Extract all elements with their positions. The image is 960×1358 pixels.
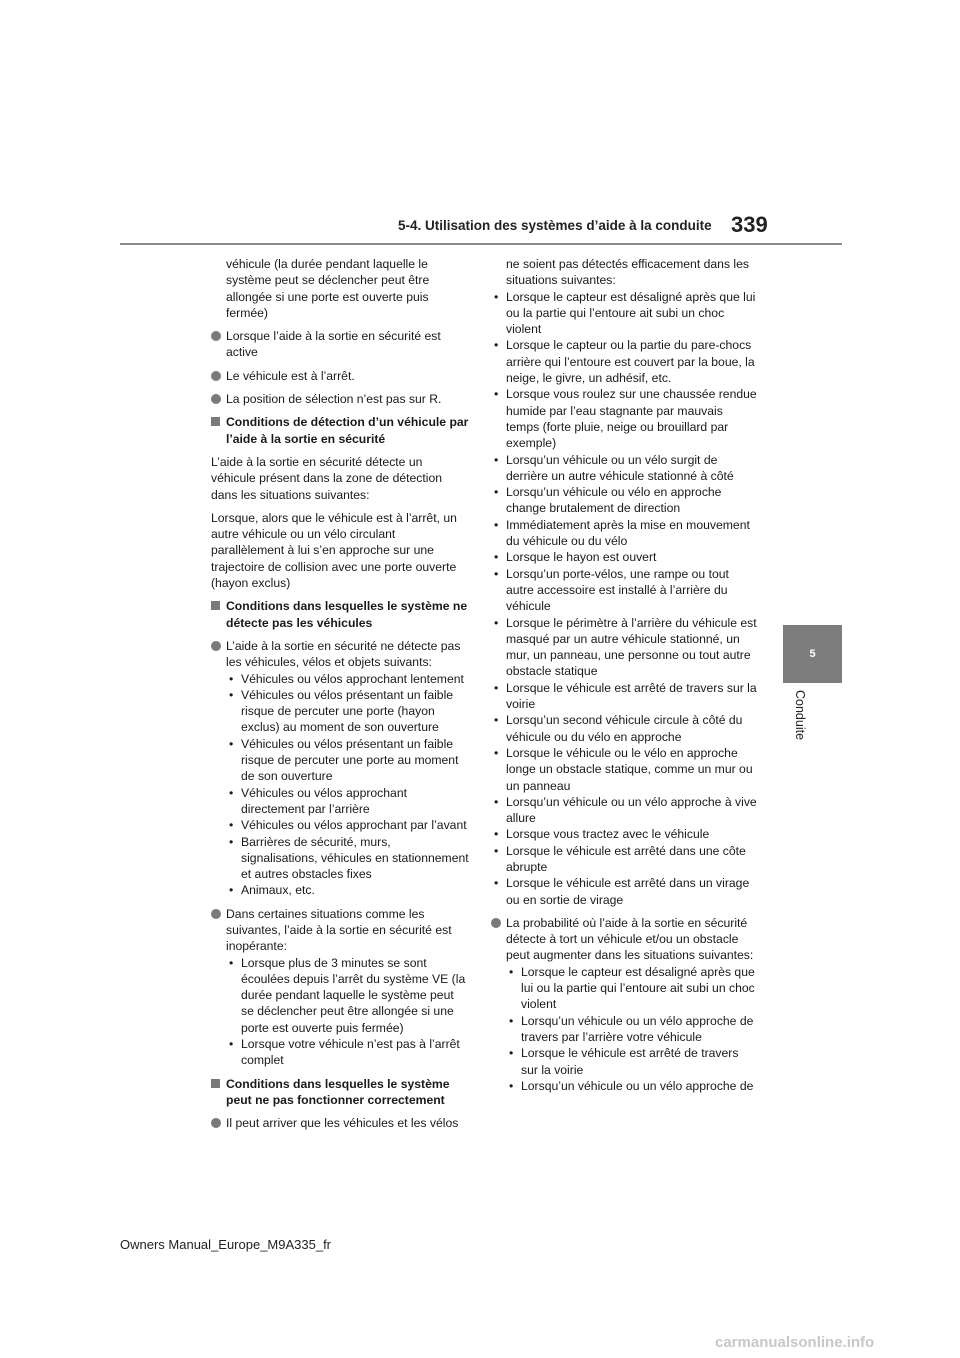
bullet-text: Il peut arriver que les véhicules et les vélos xyxy=(226,1116,459,1131)
chapter-label: Conduite xyxy=(793,690,807,741)
sub-list-item: • Lorsqu’un véhicule ou un vélo approche de xyxy=(506,1078,757,1094)
bullet-text: L’aide à la sortie en sécurité ne détecte pas les véhicules, vélos et objets suivants: xyxy=(226,638,461,670)
bullet-dot-icon xyxy=(211,1118,221,1128)
list-item xyxy=(211,1115,469,1131)
sub-list-item: • Lorsque vous roulez sur une chaussée rendue humide par l’eau stagnante par mauvais temps (forte pluie, neige ou brouillard par exemple) xyxy=(491,386,757,451)
sub-list xyxy=(506,964,757,1094)
watermark: carmanualsonline.info xyxy=(715,1334,875,1351)
list-item xyxy=(211,368,469,384)
list-item xyxy=(211,391,469,407)
bullet-dot-icon xyxy=(211,371,221,381)
sub-list-item: • Véhicules ou vélos approchant lentement xyxy=(226,671,469,687)
sub-list-item: • Lorsque le véhicule est arrêté de travers sur la voirie xyxy=(506,1045,757,1078)
section-heading xyxy=(211,1076,469,1109)
list-item xyxy=(211,906,469,1069)
paragraph: Lorsque, alors que le véhicule est à l’arrêt, un autre véhicule ou un vélo circulant parallèlement à lui s’en approche sur une trajectoire de collision avec une porte ouverte (hayon exclus) xyxy=(211,510,457,591)
sub-list-item: • Véhicules ou vélos présentant un faible risque de percuter une porte (hayon exclus) au moment de son ouverture xyxy=(226,687,469,736)
chapter-tab[interactable] xyxy=(783,625,842,683)
heading-text: Conditions de détection d’un véhicule par l’aide à la sortie en sécurité xyxy=(226,415,469,446)
sub-list-item: • Véhicules ou vélos approchant par l’avant xyxy=(226,817,469,833)
heading-text: Conditions dans lesquelles le système peut ne pas fonctionner correctement xyxy=(226,1076,450,1107)
sub-list-item: • Lorsque le hayon est ouvert xyxy=(491,549,757,565)
sub-list-item: • Lorsqu’un second véhicule circule à côté du véhicule ou du vélo en approche xyxy=(491,712,757,745)
list-item xyxy=(211,638,469,899)
sub-list-item: • Lorsque votre véhicule n’est pas à l’arrêt complet xyxy=(226,1036,469,1069)
section-heading xyxy=(211,414,469,447)
sub-list-item: • Lorsque vous tractez avec le véhicule xyxy=(491,826,757,842)
sub-list-item: • Lorsque le véhicule ou le vélo en approche longe un obstacle statique, comme un mur ou un panneau xyxy=(491,745,757,794)
sub-list-item: • Animaux, etc. xyxy=(226,882,469,898)
square-bullet-icon xyxy=(211,601,220,610)
sub-list xyxy=(226,671,469,899)
sub-list-item: • Lorsque plus de 3 minutes se sont écoulées depuis l’arrêt du système VE (la durée pendant laquelle le système peut se déclencher peut être allongée si une porte est ouverte puis fermée) xyxy=(226,955,469,1036)
bullet-text: Le véhicule est à l’arrêt. xyxy=(226,368,355,383)
chapter-number: 5 xyxy=(809,648,816,660)
bullet-dot-icon xyxy=(491,918,501,928)
heading-text: Conditions dans lesquelles le système ne détecte pas les véhicules xyxy=(226,599,468,630)
list-item xyxy=(491,915,757,1094)
sub-list-item: • Lorsque le capteur est désaligné après que lui ou la partie qui l’entoure ait subi un choc violent xyxy=(506,964,757,1013)
continuation-text: véhicule (la durée pendant laquelle le système peut se déclencher peut être allongée si une porte est ouverte puis fermée) xyxy=(226,257,430,320)
section-heading xyxy=(211,598,469,631)
sub-list-item: • Lorsque le périmètre à l’arrière du véhicule est masqué par un autre véhicule stationné, un mur, un panneau, une personne ou tout autre obstacle statique xyxy=(491,615,757,680)
sub-list-item: • Lorsqu’un véhicule ou vélo en approche change brutalement de direction xyxy=(491,484,757,517)
paragraph: L’aide à la sortie en sécurité détecte un véhicule présent dans la zone de détection dans les situations suivantes: xyxy=(211,454,443,502)
sub-list-item: • Lorsque le capteur est désaligné après que lui ou la partie qui l’entoure ait subi un choc violent xyxy=(491,289,757,338)
sub-list-item: • Lorsqu’un porte-vélos, une rampe ou tout autre accessoire est installé à l’arrière du véhicule xyxy=(491,566,757,615)
sub-list-item: • Lorsque le véhicule est arrêté dans un virage ou en sortie de virage xyxy=(491,875,757,908)
sub-list-item: • Lorsque le véhicule est arrêté de travers sur la voirie xyxy=(491,680,757,713)
sub-list xyxy=(491,289,757,908)
bullet-dot-icon xyxy=(211,909,221,919)
square-bullet-icon xyxy=(211,417,220,426)
square-bullet-icon xyxy=(211,1079,220,1088)
bullet-dot-icon xyxy=(211,641,221,651)
sub-list-item: • Véhicules ou vélos approchant directement par l’arrière xyxy=(226,785,469,818)
page-number: 339 xyxy=(731,212,768,237)
sub-list-item: • Lorsque le capteur ou la partie du pare-chocs arrière qui l’entoure est couvert par la boue, la neige, le givre, un adhésif, etc. xyxy=(491,337,757,386)
sub-list xyxy=(226,955,469,1069)
list-item xyxy=(211,328,469,361)
sub-list-item: • Barrières de sécurité, murs, signalisations, véhicules en stationnement et autres obstacles fixes xyxy=(226,834,469,883)
footer-text: Owners Manual_Europe_M9A335_fr xyxy=(120,1237,332,1252)
bullet-text: Lorsque l’aide à la sortie en sécurité est active xyxy=(226,329,441,360)
continuation-block xyxy=(491,256,757,908)
section-title: 5-4. Utilisation des systèmes d’aide à la conduite xyxy=(398,218,712,233)
bullet-text: La position de sélection n’est pas sur R. xyxy=(226,392,442,407)
bullet-dot-icon xyxy=(211,394,221,404)
bullet-text: Dans certaines situations comme les suivantes, l’aide à la sortie en sécurité est inopérante: xyxy=(226,906,452,954)
bullet-dot-icon xyxy=(211,331,221,341)
sub-list-item: • Lorsqu’un véhicule ou un vélo approche de travers par l’arrière votre véhicule xyxy=(506,1013,757,1046)
sub-list-item: • Lorsqu’un véhicule ou un vélo surgit de derrière un autre véhicule stationné à côté xyxy=(491,452,757,485)
left-column xyxy=(211,256,469,1139)
continuation-text: ne soient pas détectés efficacement dans les situations suivantes: xyxy=(506,257,749,288)
header-divider xyxy=(120,243,842,245)
bullet-text: La probabilité où l’aide à la sortie en sécurité détecte à tort un véhicule et/ou un obstacle peut augmenter dans les situations suivantes: xyxy=(506,915,754,963)
right-column xyxy=(491,256,757,1101)
sub-list-item: • Lorsque le véhicule est arrêté dans une côte abrupte xyxy=(491,843,757,876)
sub-list-item: • Immédiatement après la mise en mouvement du véhicule ou du vélo xyxy=(491,517,757,550)
sub-list-item: • Véhicules ou vélos présentant un faible risque de percuter une porte au moment de son ouverture xyxy=(226,736,469,785)
sub-list-item: • Lorsqu’un véhicule ou un vélo approche à vive allure xyxy=(491,794,757,827)
